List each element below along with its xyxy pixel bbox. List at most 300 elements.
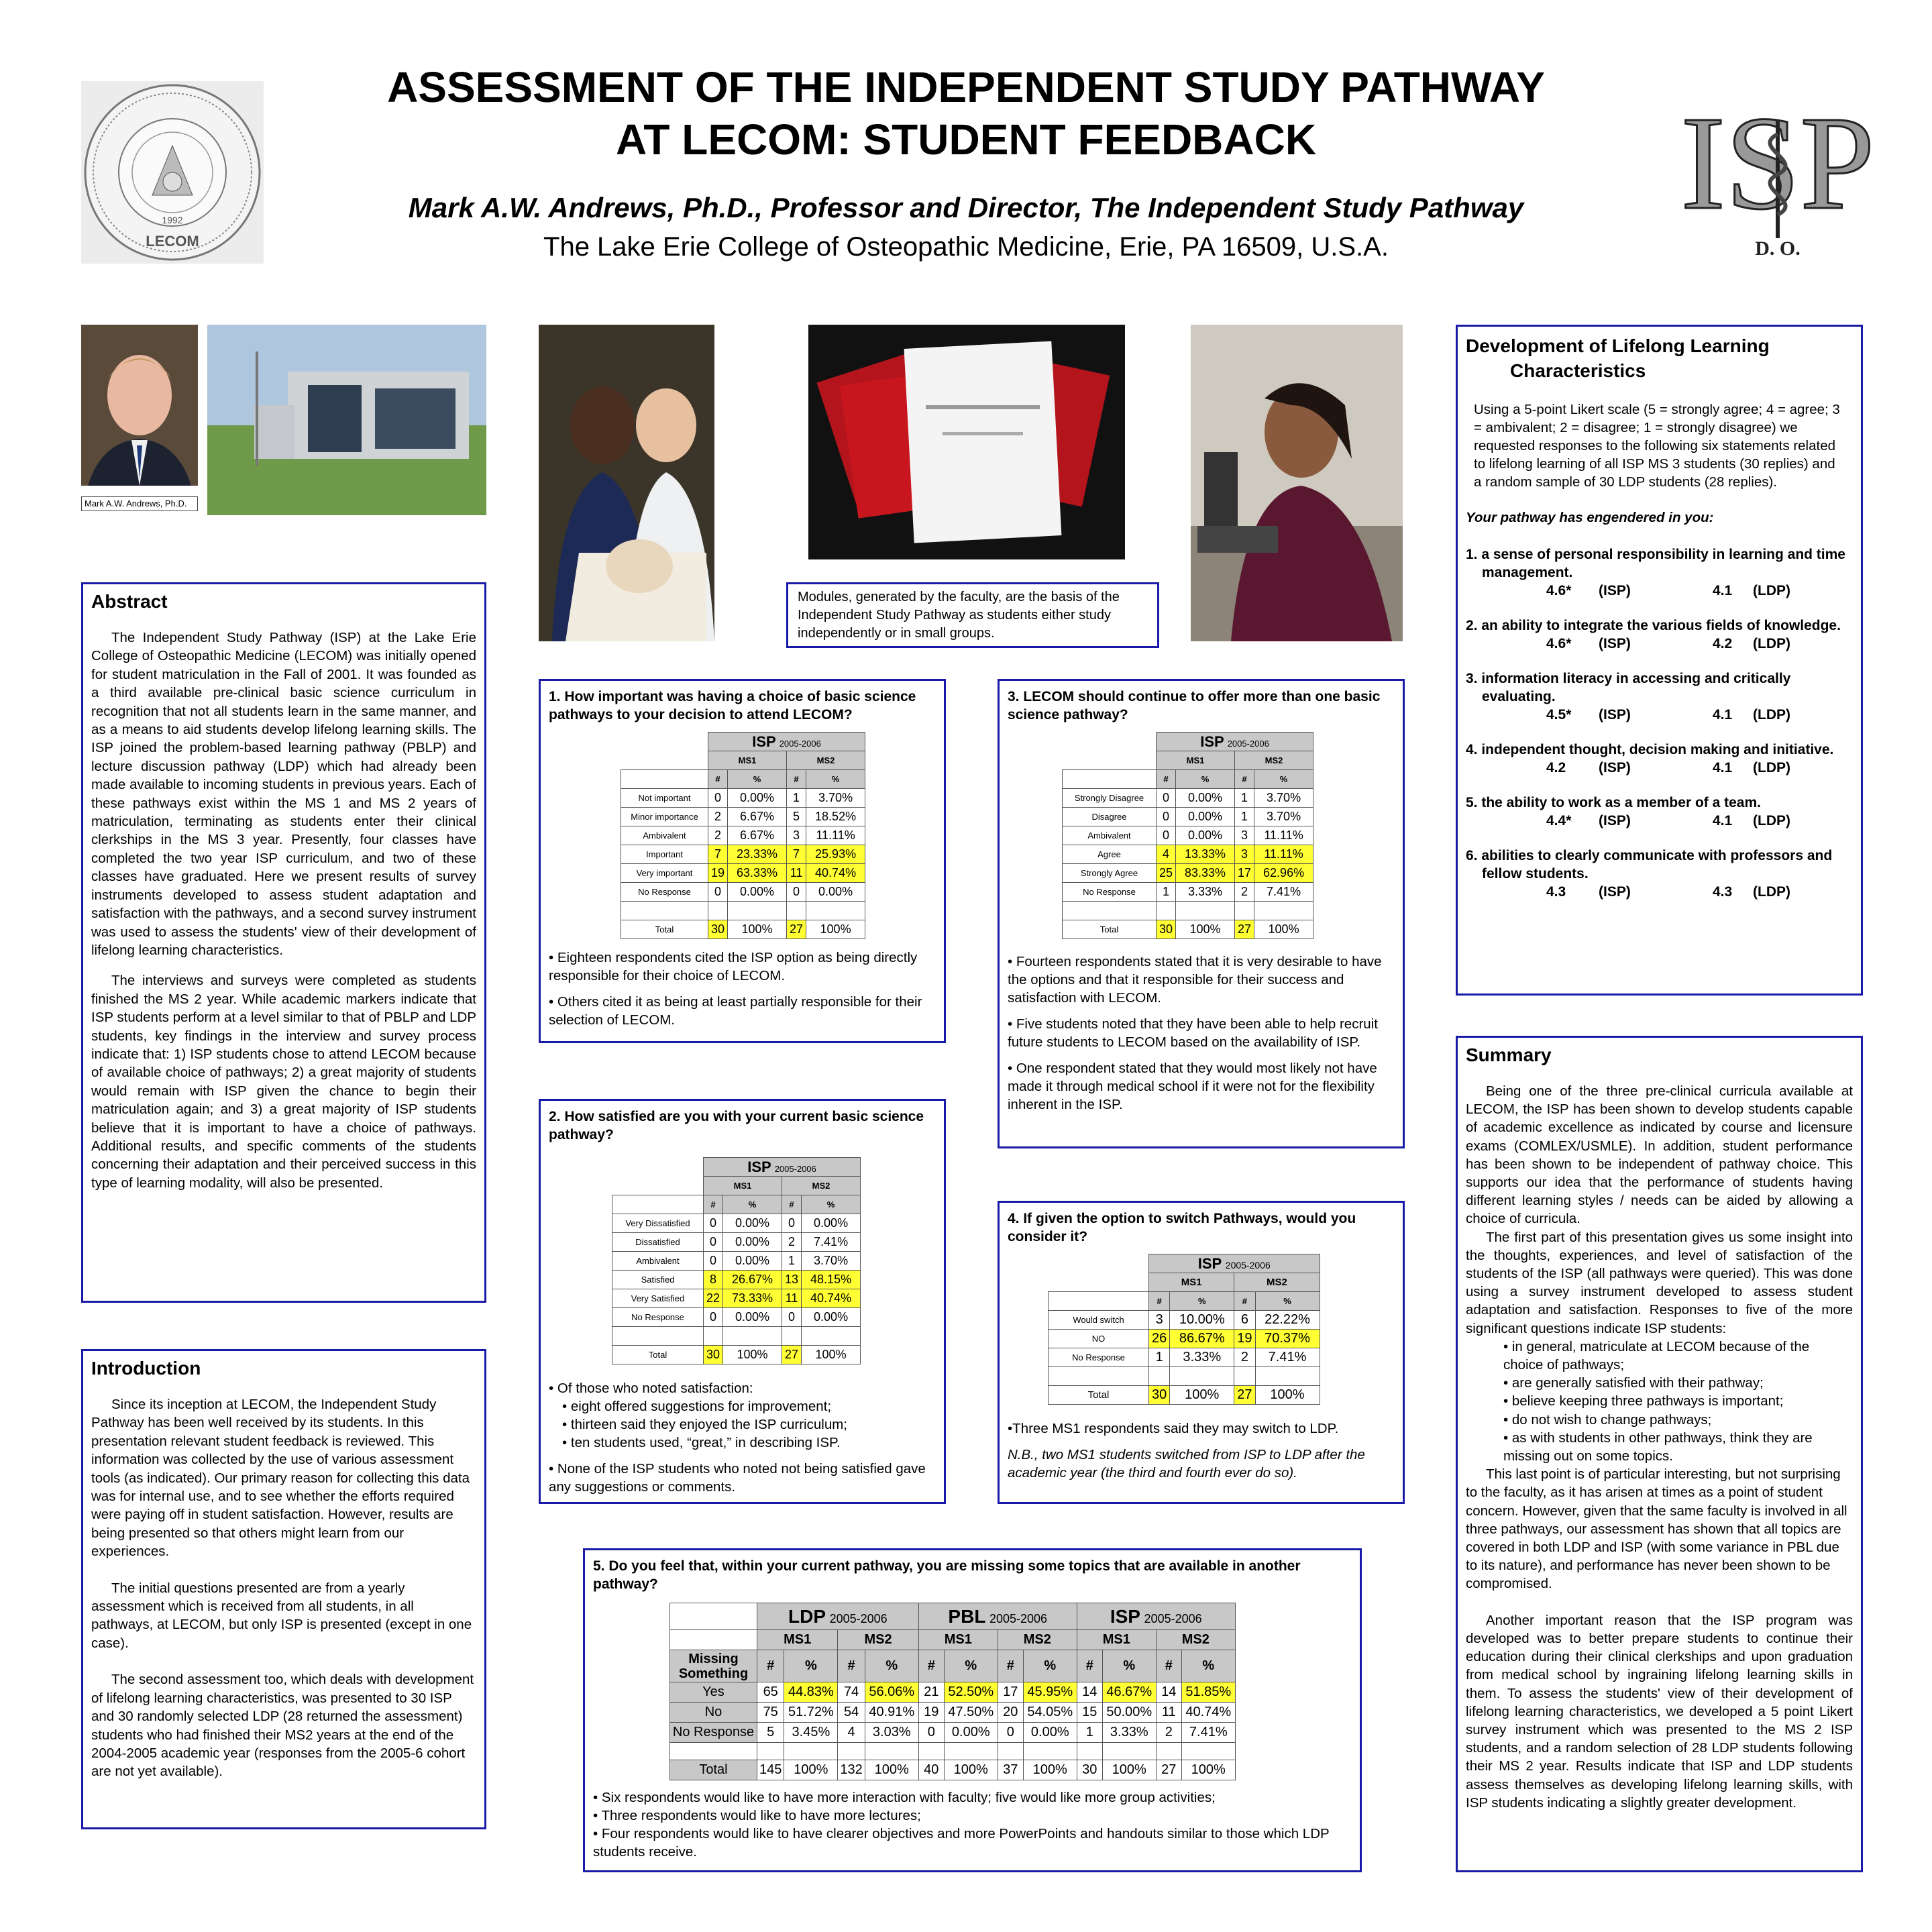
total-label: Total bbox=[621, 920, 708, 939]
table-cell: 7 bbox=[708, 845, 728, 864]
question3-bullet: • Five students noted that they have been able to help recruit future students to LECOM based on the availability of ISP. bbox=[1008, 1016, 1378, 1050]
table-cell: 17 bbox=[1235, 864, 1254, 883]
isp-label: (ISP) bbox=[1599, 636, 1631, 651]
row-label: Disagree bbox=[1063, 808, 1157, 826]
ms1-header: MS1 bbox=[1077, 1630, 1156, 1650]
table-row bbox=[621, 789, 865, 808]
isp-label: (ISP) bbox=[1599, 760, 1631, 775]
table-cell: 14 bbox=[1156, 1682, 1181, 1703]
question4-note: N.B., two MS1 students switched from ISP to LDP after the academic year (the third and fourth ever do so). bbox=[1008, 1447, 1365, 1481]
summary-bullet: • do not wish to change pathways; bbox=[1503, 1411, 1712, 1428]
table-cell: 1 bbox=[782, 1252, 802, 1271]
table-cell: 100% bbox=[944, 1760, 998, 1780]
table-cell: 52.50% bbox=[944, 1682, 998, 1703]
table-cell: 83.33% bbox=[1176, 864, 1235, 883]
table-cell: 11 bbox=[782, 1289, 802, 1308]
row-label: Ambivalent bbox=[1063, 826, 1157, 845]
table-cell: 14 bbox=[1077, 1682, 1102, 1703]
table-cell: 25 bbox=[1157, 864, 1176, 883]
question4-panel bbox=[998, 1201, 1405, 1504]
question1-heading: 1. How important was having a choice of basic science pathways to your decision to attend LECOM? bbox=[549, 689, 916, 722]
table-cell: 0 bbox=[782, 1308, 802, 1327]
table-cell: 4 bbox=[838, 1723, 865, 1743]
table-cell: 51.85% bbox=[1181, 1682, 1235, 1703]
table-cell: 11 bbox=[787, 864, 806, 883]
table-cell: 30 bbox=[1157, 920, 1176, 939]
table-cell: 100% bbox=[723, 1346, 782, 1364]
pct-header: % bbox=[728, 770, 787, 789]
pct-header: % bbox=[1102, 1650, 1156, 1682]
table-cell: 27 bbox=[1235, 920, 1254, 939]
question5-bullet: • Six respondents would like to have more interaction with faculty; five would like more group activities; bbox=[593, 1790, 1216, 1805]
table-row bbox=[670, 1703, 1236, 1723]
table-cell: 23.33% bbox=[728, 845, 787, 864]
table-cell: 3.03% bbox=[865, 1723, 918, 1743]
table-cell: 40.74% bbox=[802, 1289, 861, 1308]
table-cell: 100% bbox=[1170, 1386, 1234, 1405]
table-cell: 0.00% bbox=[723, 1308, 782, 1327]
table-cell: 0 bbox=[1157, 808, 1176, 826]
question1-panel bbox=[539, 679, 946, 1043]
introduction-paragraph: The second assessment too, which deals with development of lifelong learning characteristics, was presented to 30 ISP and 30 randomly selected LDP (28 returned the assessment) students who had finished their MS2 years at the end of the 2004-2005 academic year (responses from the 2005-6 cohort are not yet available). bbox=[91, 1672, 474, 1780]
isp-label: (ISP) bbox=[1599, 583, 1631, 598]
num-header: # bbox=[757, 1650, 784, 1682]
num-header: # bbox=[787, 770, 806, 789]
table-cell: 26.67% bbox=[723, 1271, 782, 1289]
pbl-label: PBL bbox=[948, 1605, 986, 1627]
isp-logo bbox=[1677, 94, 1878, 262]
row-label: Would switch bbox=[1049, 1311, 1149, 1330]
question5-panel bbox=[583, 1548, 1362, 1872]
table-cell: 40.74% bbox=[1181, 1703, 1235, 1723]
table-cell: 3.70% bbox=[806, 789, 865, 808]
ms2-header: MS2 bbox=[1156, 1630, 1235, 1650]
row-label: Satisfied bbox=[612, 1271, 704, 1289]
ldp-label: (LDP) bbox=[1753, 813, 1790, 828]
num-header: # bbox=[1077, 1650, 1102, 1682]
num-header: # bbox=[838, 1650, 865, 1682]
isp-score: 4.2 bbox=[1546, 760, 1566, 775]
table-row bbox=[612, 1252, 861, 1271]
students-anatomy-photo bbox=[539, 325, 714, 641]
table-cell: 0 bbox=[1157, 826, 1176, 845]
row-label: Agree bbox=[1063, 845, 1157, 864]
table-cell: 48.15% bbox=[802, 1271, 861, 1289]
table-row bbox=[621, 826, 865, 845]
num-header: # bbox=[918, 1650, 944, 1682]
table-cell: 0 bbox=[704, 1252, 723, 1271]
table-cell: 30 bbox=[708, 920, 728, 939]
table-cell: 40 bbox=[918, 1760, 944, 1780]
likert-statement: 3. information literacy in accessing and critically evaluating. bbox=[1466, 671, 1791, 704]
poster-title-line2: AT LECOM: STUDENT FEEDBACK bbox=[615, 115, 1317, 164]
pct-header: % bbox=[944, 1650, 998, 1682]
question1-table bbox=[621, 732, 865, 939]
svg-text:1992: 1992 bbox=[162, 215, 183, 225]
table-row bbox=[612, 1308, 861, 1327]
row-label: No Response bbox=[1063, 883, 1157, 902]
table-cell: 56.06% bbox=[865, 1682, 918, 1703]
isp-score: 4.5* bbox=[1546, 707, 1572, 722]
question3-panel bbox=[998, 679, 1405, 1148]
ms2-header: MS2 bbox=[1235, 751, 1313, 770]
table-cell: 132 bbox=[838, 1760, 865, 1780]
table-cell: 6.67% bbox=[728, 808, 787, 826]
table-cell: 62.96% bbox=[1254, 864, 1313, 883]
row-label: Very important bbox=[621, 864, 708, 883]
question2-heading: 2. How satisfied are you with your current basic science pathway? bbox=[549, 1109, 924, 1142]
table-cell: 3 bbox=[1235, 845, 1254, 864]
row-label: Ambivalent bbox=[612, 1252, 704, 1271]
isp-label: (ISP) bbox=[1599, 813, 1631, 828]
table-cell: 0 bbox=[708, 883, 728, 902]
table-row bbox=[621, 845, 865, 864]
table-year-label: 2005-2006 bbox=[1144, 1611, 1202, 1625]
table-cell: 0.00% bbox=[723, 1214, 782, 1233]
ms1-header: MS1 bbox=[708, 751, 787, 770]
missing-something-header: Missing Something bbox=[670, 1650, 757, 1682]
ms2-header: MS2 bbox=[838, 1630, 918, 1650]
isp-label: (ISP) bbox=[1599, 707, 1631, 722]
table-cell: 27 bbox=[782, 1346, 802, 1364]
ms2-header: MS2 bbox=[782, 1177, 861, 1195]
table-cell: 0.00% bbox=[728, 883, 787, 902]
table-cell: 30 bbox=[1077, 1760, 1102, 1780]
table-cell: 3.33% bbox=[1102, 1723, 1156, 1743]
table-isp-label: ISP bbox=[752, 733, 776, 750]
ms2-header: MS2 bbox=[787, 751, 865, 770]
isp-score: 4.3 bbox=[1546, 884, 1566, 900]
likert-scores bbox=[1546, 759, 1853, 777]
modules-caption-box bbox=[786, 582, 1159, 648]
table-cell: 86.67% bbox=[1170, 1330, 1234, 1348]
table-cell: 0.00% bbox=[728, 789, 787, 808]
table-cell: 54 bbox=[838, 1703, 865, 1723]
svg-text:LECOM: LECOM bbox=[146, 233, 199, 250]
question3-heading: 3. LECOM should continue to offer more than one basic science pathway? bbox=[1008, 689, 1381, 722]
likert-statement: 4. independent thought, decision making and initiative. bbox=[1466, 742, 1834, 757]
table-cell: 10.00% bbox=[1170, 1311, 1234, 1330]
table-cell: 0.00% bbox=[806, 883, 865, 902]
table-cell: 47.50% bbox=[944, 1703, 998, 1723]
table-cell: 0 bbox=[782, 1214, 802, 1233]
question5-table bbox=[669, 1603, 1236, 1780]
isp-score: 4.6* bbox=[1546, 636, 1572, 651]
ms1-header: MS1 bbox=[918, 1630, 998, 1650]
row-label: No Response bbox=[621, 883, 708, 902]
table-cell: 3.70% bbox=[1254, 808, 1313, 826]
table-row bbox=[621, 883, 865, 902]
likert-scores bbox=[1546, 635, 1853, 653]
ldp-score: 4.1 bbox=[1713, 813, 1733, 828]
question5-bullet: • Three respondents would like to have more lectures; bbox=[593, 1808, 921, 1823]
svg-text:D. O.: D. O. bbox=[1755, 237, 1801, 260]
table-cell: 100% bbox=[1254, 920, 1313, 939]
table-isp-label: ISP bbox=[1197, 1254, 1222, 1272]
table-cell: 27 bbox=[1234, 1386, 1255, 1405]
pct-header: % bbox=[802, 1195, 861, 1214]
likert-scores bbox=[1546, 883, 1853, 901]
likert-scores bbox=[1546, 582, 1853, 600]
table-cell: 11.11% bbox=[1254, 826, 1313, 845]
pct-header: % bbox=[1170, 1292, 1234, 1311]
table-cell: 2 bbox=[1235, 883, 1254, 902]
table-cell: 6 bbox=[1234, 1311, 1255, 1330]
table-cell: 2 bbox=[708, 826, 728, 845]
table-cell: 27 bbox=[787, 920, 806, 939]
student-microscope-photo bbox=[1191, 325, 1403, 641]
table-cell: 1 bbox=[1149, 1348, 1170, 1367]
question2-bullet: • Of those who noted satisfaction: bbox=[549, 1381, 753, 1396]
table-cell: 7 bbox=[787, 845, 806, 864]
table-cell: 3 bbox=[787, 826, 806, 845]
table-cell: 7.41% bbox=[802, 1233, 861, 1252]
table-cell: 0.00% bbox=[802, 1308, 861, 1327]
table-cell: 100% bbox=[1255, 1386, 1320, 1405]
table-year-label: 2005-2006 bbox=[1227, 738, 1269, 749]
likert-statement: 2. an ability to integrate the various fields of knowledge. bbox=[1466, 618, 1841, 633]
lifelong-learning-panel bbox=[1456, 325, 1863, 996]
table-cell: 74 bbox=[838, 1682, 865, 1703]
ldp-score: 4.1 bbox=[1713, 760, 1733, 775]
question4-heading: 4. If given the option to switch Pathways, would you consider it? bbox=[1008, 1211, 1356, 1244]
table-cell: 50.00% bbox=[1102, 1703, 1156, 1723]
summary-paragraph: Another important reason that the ISP program was developed was to better prepare students to continue their education during their clinical clerkships and upon graduation from medical school by ingraining lifelong learning skills in them. To assess the students' view of their development of lifelong learning characteristics, we developed a 5 point Likert survey instrument which was presented to the MS 2 ISP students, and a random selection of 28 LDP students following their MS 2 year. Results indicate that ISP and LDP students assess themselves as developing lifelong learning skills, with ISP students indicating a slightly greater development. bbox=[1466, 1612, 1853, 1811]
num-header: # bbox=[708, 770, 728, 789]
table-cell: 63.33% bbox=[728, 864, 787, 883]
table-cell: 17 bbox=[998, 1682, 1023, 1703]
table-cell: 0.00% bbox=[1176, 789, 1235, 808]
total-label: Total bbox=[1049, 1386, 1149, 1405]
table-row bbox=[1063, 883, 1313, 902]
table-cell: 2 bbox=[1234, 1348, 1255, 1367]
table-cell: 7.41% bbox=[1254, 883, 1313, 902]
table-cell: 145 bbox=[757, 1760, 784, 1780]
table-cell: 30 bbox=[704, 1346, 723, 1364]
table-cell: 13.33% bbox=[1176, 845, 1235, 864]
pct-header: % bbox=[784, 1650, 838, 1682]
ldp-score: 4.1 bbox=[1713, 707, 1733, 722]
table-cell: 44.83% bbox=[784, 1682, 838, 1703]
table-cell: 26 bbox=[1149, 1330, 1170, 1348]
table-cell: 4 bbox=[1157, 845, 1176, 864]
question4-table bbox=[1048, 1254, 1320, 1405]
table-cell: 22 bbox=[704, 1289, 723, 1308]
ldp-label: (LDP) bbox=[1753, 707, 1790, 722]
num-header: # bbox=[1149, 1292, 1170, 1311]
table-row bbox=[612, 1214, 861, 1233]
ms2-header: MS2 bbox=[1234, 1273, 1320, 1292]
table-year-label: 2005-2006 bbox=[779, 738, 821, 749]
table-cell: 0 bbox=[704, 1233, 723, 1252]
row-label: Not important bbox=[621, 789, 708, 808]
table-cell: 100% bbox=[1102, 1760, 1156, 1780]
table-cell: 100% bbox=[1023, 1760, 1077, 1780]
row-label: Ambivalent bbox=[621, 826, 708, 845]
pct-header: % bbox=[1254, 770, 1313, 789]
row-label: No bbox=[670, 1703, 757, 1723]
row-label: Total bbox=[670, 1760, 757, 1780]
num-header: # bbox=[1235, 770, 1254, 789]
table-year-label: 2005-2006 bbox=[774, 1163, 816, 1174]
table-cell: 0.00% bbox=[1176, 826, 1235, 845]
table-cell: 6.67% bbox=[728, 826, 787, 845]
abstract-panel bbox=[81, 582, 486, 1303]
table-cell: 3.33% bbox=[1170, 1348, 1234, 1367]
summary-bullet: • in general, matriculate at LECOM because of the choice of pathways; bbox=[1503, 1338, 1810, 1373]
row-label: NO bbox=[1049, 1330, 1149, 1348]
question1-bullet: • Others cited it as being at least partially responsible for their selection of LECOM. bbox=[549, 994, 922, 1028]
table-cell: 0 bbox=[704, 1308, 723, 1327]
row-label: Strongly Agree bbox=[1063, 864, 1157, 883]
table-cell: 7.41% bbox=[1181, 1723, 1235, 1743]
table-cell: 27 bbox=[1156, 1760, 1181, 1780]
table-cell: 3 bbox=[1149, 1311, 1170, 1330]
author-line: Mark A.W. Andrews, Ph.D., Professor and Director, The Independent Study Pathway bbox=[408, 192, 1524, 223]
spacer-row bbox=[670, 1743, 1236, 1760]
row-label: Dissatisfied bbox=[612, 1233, 704, 1252]
table-cell: 5 bbox=[757, 1723, 784, 1743]
likert-statement: 6. abilities to clearly communicate with professors and fellow students. bbox=[1466, 848, 1833, 881]
table-cell: 100% bbox=[802, 1346, 861, 1364]
ldp-score: 4.1 bbox=[1713, 583, 1733, 598]
row-label: Minor importance bbox=[621, 808, 708, 826]
table-cell: 13 bbox=[782, 1271, 802, 1289]
abstract-paragraph: The interviews and surveys were completed as students finished the MS 2 year. While academic markers indicate that ISP students perform at a level similar to that of PBLP and LDP students, key findings in the interview and survey process indicate that: 1) ISP students chose to attend LECOM because of available choice of pathways; 2) a great majority of students would remain with ISP given the chance to begin their matriculation again; and 3) a great majority of ISP students believe that it is important to have a choice of pathways. Additional results, and specific comments of the students concerning their adaptation and their perceived success in this type of learning modality, will also be presented. bbox=[91, 973, 476, 1191]
row-label: No Response bbox=[1049, 1348, 1149, 1367]
question3-bullet: • One respondent stated that they would most likely not have made it through medical school if it were not for the flexibility inherent in the ISP. bbox=[1008, 1061, 1377, 1112]
pct-header: % bbox=[1181, 1650, 1235, 1682]
introduction-heading: Introduction bbox=[91, 1358, 201, 1379]
modules-caption: Modules, generated by the faculty, are the basis of the Independent Study Pathway as students either study independently or in small groups. bbox=[798, 590, 1120, 641]
table-cell: 3 bbox=[1235, 826, 1254, 845]
table-row bbox=[1049, 1348, 1320, 1367]
isp-score: 4.4* bbox=[1546, 813, 1572, 828]
num-header: # bbox=[1234, 1292, 1255, 1311]
table-year-label: 2005-2006 bbox=[829, 1611, 888, 1625]
ms1-header: MS1 bbox=[704, 1177, 782, 1195]
table-row bbox=[670, 1760, 1236, 1780]
table-row bbox=[1063, 864, 1313, 883]
table-row bbox=[1063, 845, 1313, 864]
introduction-paragraph: Since its inception at LECOM, the Independent Study Pathway has been well received by its students. In this presentation relevant student feedback is reviewed. This information was collected by the use of various assessment tools (as indicated). Our primary reason for collecting this data was for internal use, and to see whether the efforts required were paying off in student satisfaction. However, results are being presented so that others might learn from our experiences. bbox=[91, 1397, 470, 1560]
table-cell: 19 bbox=[918, 1703, 944, 1723]
num-header: # bbox=[782, 1195, 802, 1214]
summary-panel bbox=[1456, 1036, 1863, 1872]
pct-header: % bbox=[1023, 1650, 1077, 1682]
table-cell: 0.00% bbox=[1023, 1723, 1077, 1743]
pct-header: % bbox=[1176, 770, 1235, 789]
lifelong-prompt: Your pathway has engendered in you: bbox=[1466, 510, 1714, 525]
table-row bbox=[1063, 789, 1313, 808]
portrait-caption: Mark A.W. Andrews, Ph.D. bbox=[81, 496, 198, 511]
table-cell: 11.11% bbox=[806, 826, 865, 845]
table-cell: 5 bbox=[787, 808, 806, 826]
table-cell: 3.70% bbox=[802, 1252, 861, 1271]
table-cell: 30 bbox=[1149, 1386, 1170, 1405]
author-portrait-photo bbox=[81, 325, 198, 486]
table-cell: 1 bbox=[1157, 883, 1176, 902]
table-cell: 100% bbox=[1176, 920, 1235, 939]
table-cell: 54.05% bbox=[1023, 1703, 1077, 1723]
table-cell: 1 bbox=[1235, 808, 1254, 826]
question2-subbullet: • eight offered suggestions for improvement; bbox=[562, 1399, 832, 1414]
ldp-label: (LDP) bbox=[1753, 636, 1790, 651]
table-row bbox=[621, 808, 865, 826]
total-label: Total bbox=[1063, 920, 1157, 939]
table-row bbox=[612, 1289, 861, 1308]
campus-building-photo bbox=[207, 325, 486, 515]
table-cell: 19 bbox=[1234, 1330, 1255, 1348]
table-cell: 11.11% bbox=[1254, 845, 1313, 864]
lifelong-intro: Using a 5-point Likert scale (5 = strongly agree; 4 = agree; 3 = ambivalent; 2 = disagree; 1 = strongly disagree) we requested responses to the following six statements related to lifelong learning of all ISP MS 3 students (30 replies) and a random sample of 30 LDP students (28 replies). bbox=[1474, 402, 1840, 490]
table-cell: 37 bbox=[998, 1760, 1023, 1780]
summary-bullet: • as with students in other pathways, think they are missing out on some topics. bbox=[1503, 1430, 1813, 1464]
table-year-label: 2005-2006 bbox=[989, 1611, 1048, 1625]
table-isp-label: ISP bbox=[747, 1158, 771, 1175]
table-cell: 0.00% bbox=[1176, 808, 1235, 826]
table-cell: 51.72% bbox=[784, 1703, 838, 1723]
num-header: # bbox=[1157, 770, 1176, 789]
table-cell: 20 bbox=[998, 1703, 1023, 1723]
summary-heading: Summary bbox=[1466, 1044, 1552, 1065]
table-year-label: 2005-2006 bbox=[1225, 1259, 1271, 1271]
table-cell: 1 bbox=[787, 789, 806, 808]
table-cell: 25.93% bbox=[806, 845, 865, 864]
total-label: Total bbox=[612, 1346, 704, 1364]
table-cell: 3.70% bbox=[1254, 789, 1313, 808]
num-header: # bbox=[998, 1650, 1023, 1682]
question5-bullet: • Four respondents would like to have clearer objectives and more PowerPoints and handouts similar to those which LDP students receive. bbox=[593, 1826, 1330, 1860]
summary-paragraph: The first part of this presentation gives us some insight into the thoughts, experiences, and level of satisfaction of the students of the ISP (all pathways were queried). This was done using a survey instrument developed to assess student adaptation and satisfaction. Responses to five of the more significant questions indicate ISP students: bbox=[1466, 1229, 1853, 1336]
summary-bullet: • believe keeping three pathways is important; bbox=[1503, 1393, 1784, 1409]
table-cell: 40.91% bbox=[865, 1703, 918, 1723]
row-label: Very Satisfied bbox=[612, 1289, 704, 1308]
table-cell: 100% bbox=[784, 1760, 838, 1780]
ms1-header: MS1 bbox=[1149, 1273, 1234, 1292]
ldp-label: (LDP) bbox=[1753, 583, 1790, 598]
table-cell: 0 bbox=[998, 1723, 1023, 1743]
table-cell: 18.52% bbox=[806, 808, 865, 826]
question1-bullet: • Eighteen respondents cited the ISP option as being directly responsible for their choice of LECOM. bbox=[549, 950, 918, 983]
table-cell: 0 bbox=[787, 883, 806, 902]
question3-bullet: • Fourteen respondents stated that it is very desirable to have the options and that it responsible for their success and satisfaction with LECOM. bbox=[1008, 954, 1382, 1006]
row-label: No Response bbox=[612, 1308, 704, 1327]
table-cell: 2 bbox=[1156, 1723, 1181, 1743]
table-row bbox=[612, 1271, 861, 1289]
row-label: Important bbox=[621, 845, 708, 864]
introduction-paragraph: The initial questions presented are from a yearly assessment which is received from all students, in all pathways, at LECOM, but only ISP is presented (except in one case). bbox=[91, 1580, 472, 1651]
pct-header: % bbox=[806, 770, 865, 789]
table-cell: 1 bbox=[1077, 1723, 1102, 1743]
table-cell: 7.41% bbox=[1255, 1348, 1320, 1367]
question2-subbullet: • ten students used, “great,” in describing ISP. bbox=[562, 1435, 841, 1450]
table-row bbox=[1049, 1311, 1320, 1330]
table-cell: 3.33% bbox=[1176, 883, 1235, 902]
question2-panel bbox=[539, 1099, 946, 1504]
ldp-score: 4.2 bbox=[1713, 636, 1733, 651]
pct-header: % bbox=[865, 1650, 918, 1682]
ms1-header: MS1 bbox=[1157, 751, 1235, 770]
row-label: No Response bbox=[670, 1723, 757, 1743]
ms2-header: MS2 bbox=[998, 1630, 1077, 1650]
table-cell: 65 bbox=[757, 1682, 784, 1703]
table-isp-label: ISP bbox=[1200, 733, 1224, 750]
table-cell: 0.00% bbox=[723, 1233, 782, 1252]
table-cell: 0 bbox=[1157, 789, 1176, 808]
lifelong-heading-line2: Characteristics bbox=[1510, 360, 1646, 381]
table-cell: 100% bbox=[728, 920, 787, 939]
